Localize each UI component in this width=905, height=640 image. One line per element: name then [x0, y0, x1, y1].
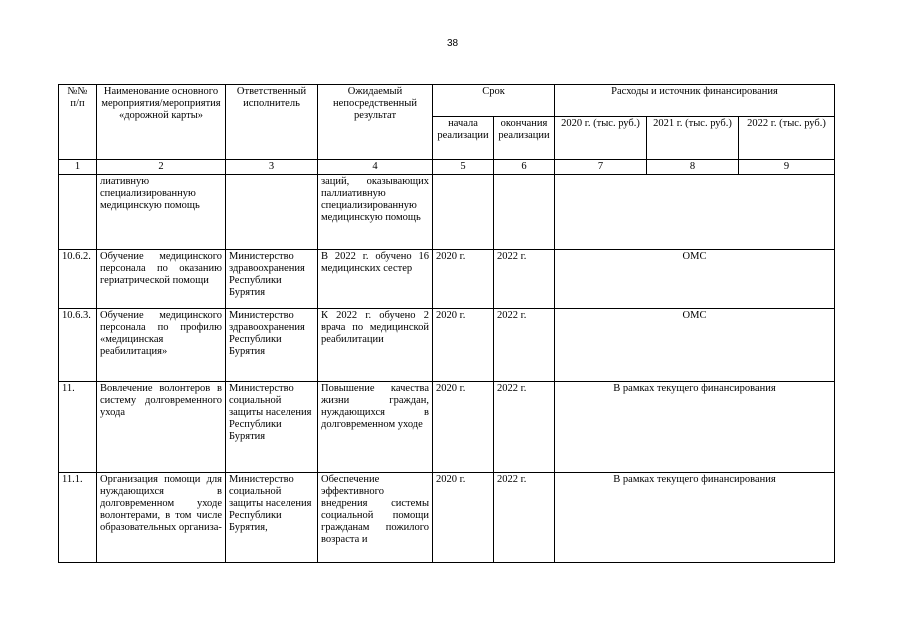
header-cell-start: начала реализации	[433, 117, 494, 160]
table-row	[59, 473, 835, 563]
row-end: 2022 г.	[494, 382, 555, 473]
row-num: 10.6.2.	[59, 250, 97, 309]
header-cell-num: №№ п/п	[59, 85, 97, 160]
row-executor	[226, 175, 318, 250]
header-cell-2021: 2021 г. (тыс. руб.)	[647, 117, 739, 160]
row-name: лиативную специализированную медицинскую помощь	[97, 175, 226, 250]
column-number: 5	[433, 160, 494, 175]
column-number-row	[59, 160, 835, 175]
row-result: К 2022 г. обучено 2 врача по медицинской реабилитации	[318, 309, 433, 382]
column-number: 2	[97, 160, 226, 175]
row-num: 10.6.3.	[59, 309, 97, 382]
header-cell-financing: Расходы и источник финансирования	[555, 85, 835, 117]
column-number: 6	[494, 160, 555, 175]
row-end: 2022 г.	[494, 473, 555, 563]
row-start	[433, 175, 494, 250]
row-executor: Министерство здравоохранения Республики Бурятия	[226, 250, 318, 309]
roadmap-table	[58, 84, 835, 563]
row-name: Вовлечение волонтеров в систему долговременного ухода	[97, 382, 226, 473]
row-executor: Министерство социальной защиты населения Республики Бурятия	[226, 382, 318, 473]
row-funding: В рамках текущего финансирования	[555, 382, 835, 473]
header-cell-2022: 2022 г. (тыс. руб.)	[739, 117, 835, 160]
header-cell-executor: Ответственный исполнитель	[226, 85, 318, 160]
row-funding: В рамках текущего финансирования	[555, 473, 835, 563]
row-result: заций, оказывающих паллиативную специализированную медицинскую помощь	[318, 175, 433, 250]
row-start: 2020 г.	[433, 382, 494, 473]
row-end: 2022 г.	[494, 309, 555, 382]
row-num	[59, 175, 97, 250]
row-funding: ОМС	[555, 309, 835, 382]
row-num: 11.1.	[59, 473, 97, 563]
row-funding	[555, 175, 835, 250]
row-result: Повышение качества жизни граждан, нуждающихся в долговременном уходе	[318, 382, 433, 473]
row-name: Организация помощи для нуждающихся в долговременном уходе волонтерами, в том числе образовательных организа-	[97, 473, 226, 563]
table-row	[59, 175, 835, 250]
column-number: 4	[318, 160, 433, 175]
row-num: 11.	[59, 382, 97, 473]
header-cell-end: окончания реализации	[494, 117, 555, 160]
header-cell-2020: 2020 г. (тыс. руб.)	[555, 117, 647, 160]
column-number: 8	[647, 160, 739, 175]
row-start: 2020 г.	[433, 309, 494, 382]
header-cell-result: Ожидаемый непосредственный результат	[318, 85, 433, 160]
row-result: В 2022 г. обучено 16 медицинских сестер	[318, 250, 433, 309]
row-start: 2020 г.	[433, 473, 494, 563]
row-end	[494, 175, 555, 250]
row-name: Обучение медицинского персонала по профилю «медицинская реабилитация»	[97, 309, 226, 382]
column-number: 9	[739, 160, 835, 175]
row-end: 2022 г.	[494, 250, 555, 309]
row-start: 2020 г.	[433, 250, 494, 309]
row-executor: Министерство здравоохранения Республики Бурятия	[226, 309, 318, 382]
table-row	[59, 382, 835, 473]
column-number: 1	[59, 160, 97, 175]
table-row	[59, 250, 835, 309]
column-number: 3	[226, 160, 318, 175]
header-cell-term: Срок	[433, 85, 555, 117]
row-result: Обеспечение эффективного внедрения системы социальной помощи гражданам пожилого возраста и	[318, 473, 433, 563]
column-number: 7	[555, 160, 647, 175]
header-cell-name: Наименование основного мероприятия/мероприятия «дорожной карты»	[97, 85, 226, 160]
table-row	[59, 309, 835, 382]
row-name: Обучение медицинского персонала по оказанию гериатрической помощи	[97, 250, 226, 309]
page-number: 38	[446, 38, 459, 49]
row-funding: ОМС	[555, 250, 835, 309]
row-executor: Министерство социальной защиты населения Республики Бурятия,	[226, 473, 318, 563]
